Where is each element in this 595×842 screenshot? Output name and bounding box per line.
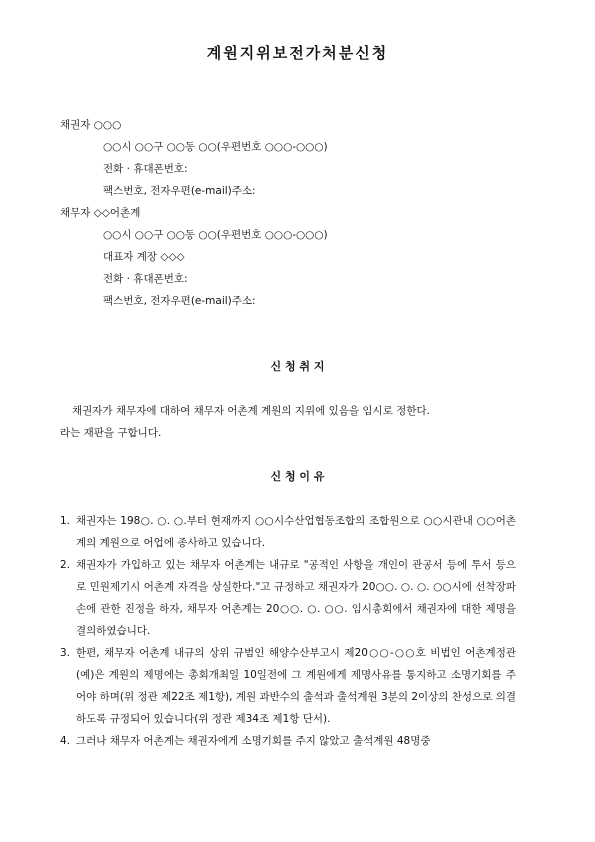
creditor-phone: 전화 · 휴대폰번호: [103,163,188,175]
creditor-fax-email: 팩스번호, 전자우편(e-mail)주소: [103,185,256,197]
reason-text: 채권자는 198○. ○. ○.부터 현재까지 ○○시수산업협동조합의 조합원으로 ○○시관내 ○○어촌계의 계원으로 어업에 종사하고 있습니다. [76,515,516,549]
reason-item [60,510,516,554]
debtor-label: 채무자 ◇◇어촌계 [60,207,141,219]
reason-item [60,554,516,642]
reason-number: 1. [60,515,71,527]
debtor-representative: 대표자 계장 ◇◇◇ [103,251,185,263]
creditor-label: 채권자 ○○○ [60,119,122,131]
debtor-address: ○○시 ○○구 ○○동 ○○(우편번호 ○○○-○○○) [103,229,328,241]
reason-item [60,730,516,752]
debtor-fax-email: 팩스번호, 전자우편(e-mail)주소: [103,295,256,307]
reason-text: 채권자가 가입하고 있는 채무자 어촌계는 내규로 "공적인 사항을 개인이 관공서 등에 투서 등으로 민원제기시 어촌계 자격을 상실한다."고 규정하고 채권자가 20○○. ○. ○. ○○시에 선착장파손에 관한 진정을 하자, 채무자 어촌계는 20○○. ○. ○○. 임시총회에서 채권자에 대한 제명을 결의하였습니다. [76,559,516,637]
purpose-line-1: 채권자가 채무자에 대하여 채무자 어촌계 계원의 지위에 있음을 임시로 정한다. [72,405,430,417]
reason-text: 한편, 채무자 어촌계 내규의 상위 규범인 해양수산부고시 제20○○-○○호 비법인 어촌계정관(예)은 계원의 제명에는 총회개최일 10일전에 그 계원에게 제명사유를 통지하고 소명기회를 주어야 하며(위 정관 제22조 제1항), 계원 과반수의 출석과 출석계원 3분의 2이상의 찬성으로 의결하도록 규정되어 있습니다(위 정관 제34조 제1항 단서). [76,647,516,725]
reasons-heading: 신 청 이 유 [270,470,325,483]
reason-text: 그러나 채무자 어촌계는 채권자에게 소명기회를 주지 않았고 출석계원 48명중 [76,735,431,747]
creditor-address: ○○시 ○○구 ○○동 ○○(우편번호 ○○○-○○○) [103,141,328,153]
document-title: 계원지위보전가처분신청 [206,44,389,62]
reason-number: 3. [60,647,71,659]
reason-number: 2. [60,559,71,571]
reason-item [60,642,516,730]
debtor-phone: 전화 · 휴대폰번호: [103,273,188,285]
reasons-list [60,510,516,752]
reason-number: 4. [60,735,71,747]
purpose-body [60,400,520,444]
purpose-heading: 신 청 취 지 [270,360,325,373]
purpose-line-2: 라는 재판을 구합니다. [60,427,162,439]
